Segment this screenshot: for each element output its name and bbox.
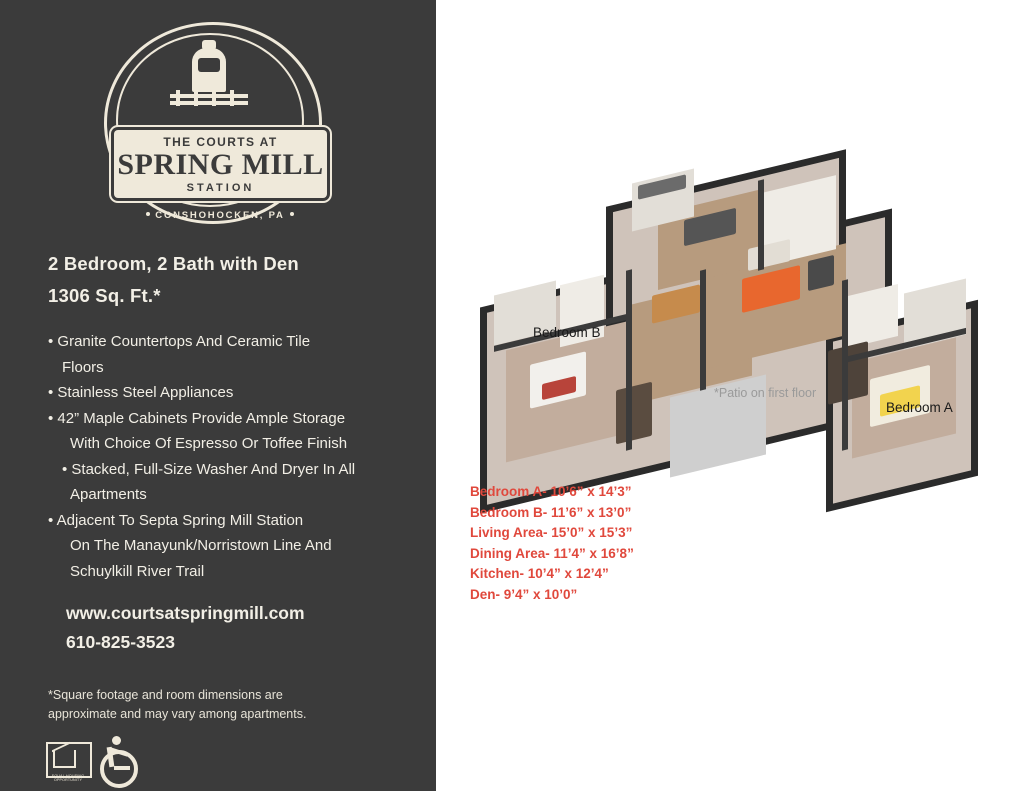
feature-item: • Stacked, Full-Size Washer And Dryer In All bbox=[62, 460, 356, 478]
feature-item: With Choice Of Espresso Or Toffee Finish bbox=[70, 435, 348, 452]
dimension-item: Living Area- 15’0” x 15’3” bbox=[470, 525, 633, 540]
train-icon bbox=[166, 48, 252, 110]
feature-item: Floors bbox=[62, 358, 104, 376]
disclaimer-line-1: *Square footage and room dimensions are bbox=[48, 688, 283, 702]
equal-housing-opportunity-icon bbox=[46, 738, 90, 783]
dimension-item: Bedroom B- 11’6” x 13’0” bbox=[470, 504, 632, 520]
feature-item: • Granite Countertops And Ceramic Tile bbox=[48, 333, 311, 350]
feature-list bbox=[48, 330, 423, 585]
feature-item: Schuylkill River Trail bbox=[70, 562, 205, 580]
disclaimer bbox=[48, 686, 388, 724]
disclaimer-line-2: approximate and may vary among apartments. bbox=[48, 707, 307, 721]
logo-sub-text: STATION bbox=[186, 182, 255, 194]
armchair bbox=[808, 255, 834, 291]
logo-main-text: SPRING MILL bbox=[117, 148, 324, 181]
wardrobe-a bbox=[828, 341, 868, 405]
logo bbox=[104, 22, 329, 222]
wheelchair-accessibility-icon bbox=[96, 736, 138, 780]
logo-top-text: THE COURTS AT bbox=[163, 135, 278, 149]
page-title: 2 Bedroom, 2 Bath with Den bbox=[48, 253, 299, 274]
floorplan-panel bbox=[436, 0, 1024, 791]
feature-item: On The Manayunk/Norristown Line And bbox=[70, 537, 332, 554]
feature-item: • Adjacent To Septa Spring Mill Station bbox=[48, 511, 304, 529]
info-panel bbox=[0, 0, 436, 791]
logo-city-text: CONSHOHOCKEN, PA bbox=[155, 210, 285, 221]
square-footage: 1306 Sq. Ft.* bbox=[48, 285, 161, 306]
dimension-item: Bedroom A- 10’6” x 14’3” bbox=[470, 484, 632, 499]
logo-banner bbox=[114, 130, 327, 198]
label-bedroom-a: Bedroom A bbox=[886, 400, 953, 415]
website-link[interactable]: www.courtsatspringmill.com bbox=[66, 603, 305, 623]
room-dimensions-list bbox=[470, 482, 730, 605]
dimension-item: Den- 9’4” x 10’0” bbox=[470, 586, 578, 602]
feature-item: • Stainless Steel Appliances bbox=[48, 384, 234, 401]
patio-note: *Patio on first floor bbox=[714, 386, 817, 400]
interior-wall bbox=[626, 269, 632, 450]
feature-item: • 42” Maple Cabinets Provide Ample Storage bbox=[48, 409, 346, 427]
feature-item: Apartments bbox=[70, 486, 147, 503]
interior-wall bbox=[700, 269, 706, 390]
label-bedroom-b: Bedroom B bbox=[533, 325, 601, 340]
interior-wall bbox=[758, 179, 764, 270]
dimension-item: Dining Area- 11’4” x 16’8” bbox=[470, 545, 634, 561]
dimension-item: Kitchen- 10’4” x 12’4” bbox=[470, 566, 609, 581]
phone-number[interactable]: 610-825-3523 bbox=[66, 632, 175, 652]
equal-housing-label: EQUAL HOUSING OPPORTUNITY bbox=[51, 774, 85, 783]
interior-wall bbox=[842, 279, 848, 450]
logo-bottom-text bbox=[140, 210, 300, 221]
dresser-b bbox=[616, 382, 652, 445]
